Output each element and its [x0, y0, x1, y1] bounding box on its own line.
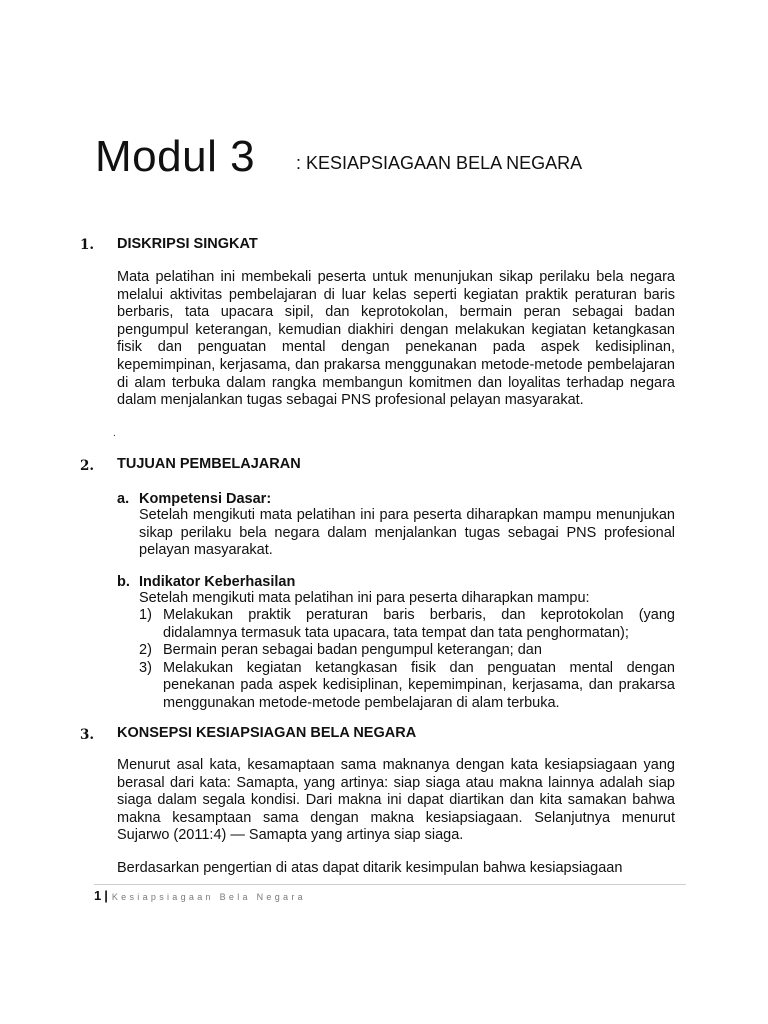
footer-divider — [94, 884, 686, 885]
section-2-title: TUJUAN PEMBELAJARAN — [117, 456, 301, 472]
section-3-paragraph-1: Menurut asal kata, kesamaptaan sama maknanya dengan kata kesiapsiagaan yang berasal dari kata: Samapta, yang artinya: siap siaga atau makna lainnya adalah siap siaga dalam segala kondisi. Dari makna ini dapat diartikan dan kita samakan bahwa makna kesamptaan sama dengan makna kesiapsiagaan. Selanjutnya menurut Sujarwo (2011:4) — Samapta yang artinya siap siaga. — [117, 757, 675, 844]
subsection-a-label: a. — [117, 491, 130, 507]
list-item-text: Bermain peran sebagai badan pengumpul keterangan; dan — [163, 642, 542, 659]
module-title: Modul 3 — [95, 132, 256, 181]
list-item — [139, 659, 675, 713]
subsection-b-intro: Setelah mengikuti mata pelatihan ini para peserta diharapkan mampu: — [139, 590, 590, 606]
list-item-number: 1) — [139, 607, 152, 623]
section-1-title: DISKRIPSI SINGKAT — [117, 236, 258, 252]
list-item-text: Melakukan kegiatan ketangkasan fisik dan penguatan mental dengan penekanan pada aspek kedisiplinan, kepemimpinan, kerjasama, dan prakarsa menggunakan metode-metode pembelajaran di alam terbuka. — [163, 659, 675, 711]
subsection-b-label: b. — [117, 574, 130, 590]
section-3-number: 3. — [80, 727, 95, 743]
section-3-paragraph-2: Berdasarkan pengertian di atas dapat ditarik kesimpulan bahwa kesiapsiagaan — [117, 860, 623, 876]
list-item-number: 2) — [139, 642, 152, 659]
section-2-number: 2. — [80, 458, 95, 474]
subsection-a-body: Setelah mengikuti mata pelatihan ini para peserta diharapkan mampu menunjukan sikap perilaku bela negara dalam menjalankan tugas sebagai PNS profesional pelayan masyarakat. — [139, 507, 675, 559]
indicator-list — [139, 607, 675, 713]
subsection-a-title: Kompetensi Dasar: — [139, 491, 272, 507]
list-item-number: 3) — [139, 659, 152, 676]
section-3-title: KONSEPSI KESIAPSIAGAN BELA NEGARA — [117, 725, 417, 741]
list-item — [139, 607, 675, 642]
section-1-number: 1. — [80, 237, 95, 253]
page-number: 1 — [94, 888, 102, 903]
list-item — [139, 642, 675, 660]
footer-separator: | — [104, 888, 108, 903]
page-footer — [94, 888, 306, 903]
section-1-body: Mata pelatihan ini membekali peserta untuk menunjukan sikap perilaku bela negara melalui aktivitas pembelajaran di luar kelas seperti kegiatan praktik peraturan baris berbaris, tata upacara sipil, dan keprotokolan, bermain peran sebagai badan pengumpul keterangan, kemudian diakhiri dengan melakukan kegiatan ketangkasan fisik dan penguatan mental dengan penekanan pada aspek kedisiplinan, kepemimpinan, kerjasama, dan prakarsa menggunakan metode-metode pembelajaran di alam terbuka dalam rangka membangun komitmen dan loyalitas terhadap negara dalam menjalankan tugas sebagai PNS profesional pelayan masyarakat. — [117, 269, 675, 409]
module-subtitle: : KESIAPSIAGAAN BELA NEGARA — [296, 153, 583, 173]
list-item-text: Melakukan praktik peraturan baris berbaris, dan keprotokolan (yang didalamnya termasuk tata upacara, tata tempat dan tata penghormatan); — [163, 607, 675, 641]
subsection-b-title: Indikator Keberhasilan — [139, 574, 296, 590]
stray-dot: . — [113, 428, 116, 439]
footer-text: Kesiapsiagaan Bela Negara — [111, 892, 306, 902]
